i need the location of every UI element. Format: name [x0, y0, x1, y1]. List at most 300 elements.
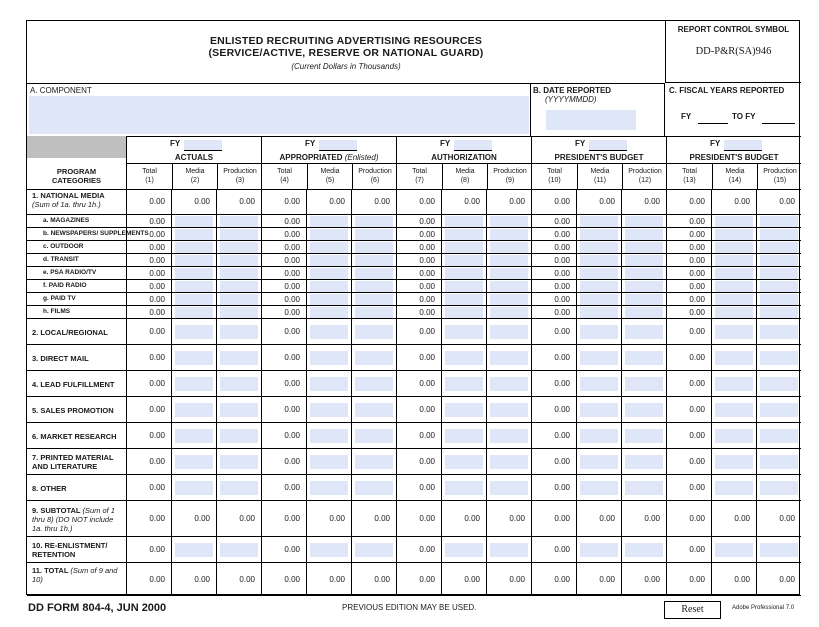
input-field[interactable]: [355, 543, 393, 557]
input-field[interactable]: [310, 229, 348, 240]
input-field[interactable]: [760, 481, 798, 495]
table-cell[interactable]: [621, 397, 666, 422]
table-cell[interactable]: [216, 215, 261, 227]
input-field[interactable]: [490, 307, 528, 318]
input-field[interactable]: [760, 429, 798, 443]
table-cell[interactable]: [711, 537, 756, 562]
input-field[interactable]: [220, 455, 258, 469]
table-cell[interactable]: [351, 241, 396, 253]
table-cell[interactable]: [351, 345, 396, 370]
input-field[interactable]: [310, 455, 348, 469]
input-field[interactable]: [490, 325, 528, 339]
table-cell[interactable]: [576, 241, 621, 253]
input-field[interactable]: [625, 294, 663, 305]
input-field[interactable]: [175, 543, 213, 557]
table-cell[interactable]: [306, 228, 351, 240]
table-cell[interactable]: [306, 215, 351, 227]
table-cell[interactable]: [306, 306, 351, 318]
input-field[interactable]: [490, 377, 528, 391]
table-cell[interactable]: [441, 319, 486, 344]
input-field[interactable]: [490, 351, 528, 365]
table-cell[interactable]: [171, 228, 216, 240]
table-cell[interactable]: [306, 319, 351, 344]
table-cell[interactable]: [351, 449, 396, 474]
group-fy-field[interactable]: [319, 140, 357, 151]
table-cell[interactable]: [351, 228, 396, 240]
input-field[interactable]: [715, 242, 753, 253]
input-field[interactable]: [490, 281, 528, 292]
input-field[interactable]: [490, 455, 528, 469]
table-cell[interactable]: [306, 371, 351, 396]
input-field[interactable]: [760, 543, 798, 557]
table-cell[interactable]: [711, 345, 756, 370]
input-field[interactable]: [445, 351, 483, 365]
table-cell[interactable]: [441, 475, 486, 500]
table-cell[interactable]: [216, 319, 261, 344]
input-field[interactable]: [715, 294, 753, 305]
table-cell[interactable]: [441, 293, 486, 305]
input-field[interactable]: [355, 255, 393, 266]
input-field[interactable]: [445, 325, 483, 339]
input-field[interactable]: [580, 543, 618, 557]
table-cell[interactable]: [351, 293, 396, 305]
table-cell[interactable]: [351, 319, 396, 344]
input-field[interactable]: [580, 242, 618, 253]
table-cell[interactable]: [711, 215, 756, 227]
date-reported-field[interactable]: [546, 110, 636, 130]
table-cell[interactable]: [486, 371, 531, 396]
table-cell[interactable]: [171, 319, 216, 344]
table-cell[interactable]: [621, 371, 666, 396]
input-field[interactable]: [175, 307, 213, 318]
table-cell[interactable]: [216, 449, 261, 474]
table-cell[interactable]: [306, 267, 351, 279]
table-cell[interactable]: [756, 319, 801, 344]
input-field[interactable]: [175, 455, 213, 469]
input-field[interactable]: [220, 255, 258, 266]
input-field[interactable]: [310, 403, 348, 417]
input-field[interactable]: [445, 281, 483, 292]
input-field[interactable]: [310, 281, 348, 292]
table-cell[interactable]: [486, 228, 531, 240]
input-field[interactable]: [625, 268, 663, 279]
table-cell[interactable]: [621, 449, 666, 474]
table-cell[interactable]: [441, 254, 486, 266]
input-field[interactable]: [490, 229, 528, 240]
input-field[interactable]: [355, 242, 393, 253]
input-field[interactable]: [580, 455, 618, 469]
table-cell[interactable]: [171, 537, 216, 562]
table-cell[interactable]: [171, 345, 216, 370]
input-field[interactable]: [220, 268, 258, 279]
table-cell[interactable]: [441, 345, 486, 370]
input-field[interactable]: [625, 307, 663, 318]
input-field[interactable]: [220, 229, 258, 240]
table-cell[interactable]: [576, 475, 621, 500]
table-cell[interactable]: [486, 241, 531, 253]
input-field[interactable]: [220, 351, 258, 365]
input-field[interactable]: [175, 377, 213, 391]
table-cell[interactable]: [216, 293, 261, 305]
input-field[interactable]: [175, 268, 213, 279]
input-field[interactable]: [445, 481, 483, 495]
table-cell[interactable]: [216, 537, 261, 562]
table-cell[interactable]: [486, 345, 531, 370]
table-cell[interactable]: [486, 215, 531, 227]
input-field[interactable]: [445, 377, 483, 391]
input-field[interactable]: [310, 255, 348, 266]
table-cell[interactable]: [306, 345, 351, 370]
fy-from-field[interactable]: [698, 123, 728, 124]
input-field[interactable]: [625, 455, 663, 469]
table-cell[interactable]: [486, 475, 531, 500]
input-field[interactable]: [580, 216, 618, 227]
table-cell[interactable]: [621, 306, 666, 318]
table-cell[interactable]: [351, 267, 396, 279]
input-field[interactable]: [175, 351, 213, 365]
input-field[interactable]: [760, 242, 798, 253]
table-cell[interactable]: [306, 537, 351, 562]
input-field[interactable]: [445, 294, 483, 305]
table-cell[interactable]: [171, 475, 216, 500]
table-cell[interactable]: [351, 254, 396, 266]
table-cell[interactable]: [306, 397, 351, 422]
input-field[interactable]: [715, 403, 753, 417]
table-cell[interactable]: [576, 293, 621, 305]
input-field[interactable]: [175, 325, 213, 339]
input-field[interactable]: [715, 281, 753, 292]
table-cell[interactable]: [216, 280, 261, 292]
table-cell[interactable]: [351, 397, 396, 422]
table-cell[interactable]: [711, 254, 756, 266]
input-field[interactable]: [715, 351, 753, 365]
input-field[interactable]: [445, 216, 483, 227]
table-cell[interactable]: [351, 215, 396, 227]
input-field[interactable]: [625, 255, 663, 266]
input-field[interactable]: [355, 429, 393, 443]
table-cell[interactable]: [621, 280, 666, 292]
table-cell[interactable]: [351, 306, 396, 318]
table-cell[interactable]: [756, 267, 801, 279]
table-cell[interactable]: [711, 397, 756, 422]
input-field[interactable]: [355, 216, 393, 227]
table-cell[interactable]: [171, 241, 216, 253]
input-field[interactable]: [580, 377, 618, 391]
input-field[interactable]: [490, 242, 528, 253]
table-cell[interactable]: [621, 267, 666, 279]
table-cell[interactable]: [171, 397, 216, 422]
table-cell[interactable]: [171, 254, 216, 266]
input-field[interactable]: [445, 242, 483, 253]
input-field[interactable]: [760, 229, 798, 240]
input-field[interactable]: [580, 268, 618, 279]
table-cell[interactable]: [441, 449, 486, 474]
table-cell[interactable]: [756, 280, 801, 292]
input-field[interactable]: [760, 325, 798, 339]
table-cell[interactable]: [711, 306, 756, 318]
table-cell[interactable]: [486, 280, 531, 292]
table-cell[interactable]: [306, 293, 351, 305]
input-field[interactable]: [355, 481, 393, 495]
table-cell[interactable]: [756, 241, 801, 253]
table-cell[interactable]: [216, 228, 261, 240]
input-field[interactable]: [445, 455, 483, 469]
input-field[interactable]: [580, 429, 618, 443]
table-cell[interactable]: [621, 319, 666, 344]
table-cell[interactable]: [171, 371, 216, 396]
input-field[interactable]: [760, 403, 798, 417]
input-field[interactable]: [760, 377, 798, 391]
table-cell[interactable]: [756, 537, 801, 562]
table-cell[interactable]: [621, 215, 666, 227]
input-field[interactable]: [715, 377, 753, 391]
table-cell[interactable]: [756, 293, 801, 305]
table-cell[interactable]: [576, 397, 621, 422]
table-cell[interactable]: [216, 306, 261, 318]
input-field[interactable]: [220, 377, 258, 391]
table-cell[interactable]: [756, 215, 801, 227]
input-field[interactable]: [715, 307, 753, 318]
table-cell[interactable]: [576, 423, 621, 448]
input-field[interactable]: [355, 268, 393, 279]
input-field[interactable]: [220, 281, 258, 292]
table-cell[interactable]: [711, 319, 756, 344]
table-cell[interactable]: [441, 215, 486, 227]
table-cell[interactable]: [171, 423, 216, 448]
table-cell[interactable]: [756, 449, 801, 474]
input-field[interactable]: [310, 268, 348, 279]
input-field[interactable]: [445, 543, 483, 557]
input-field[interactable]: [355, 403, 393, 417]
table-cell[interactable]: [216, 371, 261, 396]
input-field[interactable]: [220, 403, 258, 417]
input-field[interactable]: [175, 255, 213, 266]
table-cell[interactable]: [441, 423, 486, 448]
table-cell[interactable]: [621, 537, 666, 562]
table-cell[interactable]: [756, 423, 801, 448]
input-field[interactable]: [445, 307, 483, 318]
input-field[interactable]: [760, 281, 798, 292]
input-field[interactable]: [625, 229, 663, 240]
table-cell[interactable]: [576, 537, 621, 562]
table-cell[interactable]: [576, 319, 621, 344]
table-cell[interactable]: [486, 267, 531, 279]
input-field[interactable]: [310, 325, 348, 339]
table-cell[interactable]: [576, 228, 621, 240]
table-cell[interactable]: [756, 397, 801, 422]
input-field[interactable]: [625, 216, 663, 227]
table-cell[interactable]: [351, 280, 396, 292]
table-cell[interactable]: [756, 228, 801, 240]
input-field[interactable]: [580, 255, 618, 266]
table-cell[interactable]: [576, 306, 621, 318]
input-field[interactable]: [715, 325, 753, 339]
input-field[interactable]: [355, 229, 393, 240]
table-cell[interactable]: [216, 345, 261, 370]
input-field[interactable]: [445, 403, 483, 417]
input-field[interactable]: [715, 543, 753, 557]
input-field[interactable]: [715, 429, 753, 443]
input-field[interactable]: [355, 307, 393, 318]
input-field[interactable]: [220, 307, 258, 318]
input-field[interactable]: [625, 429, 663, 443]
input-field[interactable]: [760, 216, 798, 227]
table-cell[interactable]: [351, 537, 396, 562]
input-field[interactable]: [580, 281, 618, 292]
table-cell[interactable]: [711, 228, 756, 240]
input-field[interactable]: [490, 543, 528, 557]
input-field[interactable]: [220, 429, 258, 443]
input-field[interactable]: [625, 242, 663, 253]
table-cell[interactable]: [756, 371, 801, 396]
input-field[interactable]: [715, 268, 753, 279]
input-field[interactable]: [580, 351, 618, 365]
table-cell[interactable]: [486, 449, 531, 474]
input-field[interactable]: [310, 351, 348, 365]
input-field[interactable]: [445, 229, 483, 240]
table-cell[interactable]: [576, 449, 621, 474]
table-cell[interactable]: [621, 475, 666, 500]
input-field[interactable]: [625, 325, 663, 339]
input-field[interactable]: [355, 281, 393, 292]
input-field[interactable]: [310, 377, 348, 391]
table-cell[interactable]: [441, 306, 486, 318]
input-field[interactable]: [310, 481, 348, 495]
table-cell[interactable]: [711, 475, 756, 500]
input-field[interactable]: [310, 242, 348, 253]
input-field[interactable]: [490, 268, 528, 279]
input-field[interactable]: [220, 216, 258, 227]
input-field[interactable]: [760, 455, 798, 469]
input-field[interactable]: [715, 481, 753, 495]
table-cell[interactable]: [711, 241, 756, 253]
table-cell[interactable]: [171, 280, 216, 292]
input-field[interactable]: [760, 268, 798, 279]
table-cell[interactable]: [306, 475, 351, 500]
table-cell[interactable]: [486, 306, 531, 318]
input-field[interactable]: [580, 229, 618, 240]
input-field[interactable]: [580, 325, 618, 339]
component-field[interactable]: [29, 96, 529, 134]
input-field[interactable]: [310, 307, 348, 318]
table-cell[interactable]: [171, 293, 216, 305]
table-cell[interactable]: [171, 449, 216, 474]
table-cell[interactable]: [621, 293, 666, 305]
table-cell[interactable]: [216, 267, 261, 279]
input-field[interactable]: [715, 216, 753, 227]
table-cell[interactable]: [576, 267, 621, 279]
table-cell[interactable]: [621, 254, 666, 266]
input-field[interactable]: [310, 294, 348, 305]
table-cell[interactable]: [171, 267, 216, 279]
input-field[interactable]: [580, 307, 618, 318]
input-field[interactable]: [625, 481, 663, 495]
table-cell[interactable]: [711, 371, 756, 396]
input-field[interactable]: [580, 403, 618, 417]
input-field[interactable]: [445, 429, 483, 443]
input-field[interactable]: [490, 429, 528, 443]
table-cell[interactable]: [441, 537, 486, 562]
input-field[interactable]: [175, 281, 213, 292]
table-cell[interactable]: [216, 475, 261, 500]
input-field[interactable]: [310, 429, 348, 443]
input-field[interactable]: [175, 216, 213, 227]
input-field[interactable]: [715, 229, 753, 240]
table-cell[interactable]: [756, 254, 801, 266]
table-cell[interactable]: [576, 345, 621, 370]
input-field[interactable]: [580, 481, 618, 495]
table-cell[interactable]: [756, 475, 801, 500]
table-cell[interactable]: [441, 397, 486, 422]
table-cell[interactable]: [306, 241, 351, 253]
input-field[interactable]: [220, 325, 258, 339]
table-cell[interactable]: [711, 449, 756, 474]
table-cell[interactable]: [486, 293, 531, 305]
input-field[interactable]: [490, 255, 528, 266]
input-field[interactable]: [310, 543, 348, 557]
group-fy-field[interactable]: [589, 140, 627, 151]
table-cell[interactable]: [486, 423, 531, 448]
input-field[interactable]: [625, 351, 663, 365]
table-cell[interactable]: [171, 306, 216, 318]
input-field[interactable]: [715, 255, 753, 266]
input-field[interactable]: [310, 216, 348, 227]
reset-button[interactable]: Reset: [664, 601, 721, 619]
input-field[interactable]: [760, 307, 798, 318]
table-cell[interactable]: [711, 293, 756, 305]
table-cell[interactable]: [216, 397, 261, 422]
input-field[interactable]: [760, 351, 798, 365]
table-cell[interactable]: [486, 397, 531, 422]
table-cell[interactable]: [711, 423, 756, 448]
table-cell[interactable]: [576, 280, 621, 292]
table-cell[interactable]: [711, 280, 756, 292]
table-cell[interactable]: [306, 449, 351, 474]
table-cell[interactable]: [621, 423, 666, 448]
input-field[interactable]: [625, 377, 663, 391]
input-field[interactable]: [490, 481, 528, 495]
input-field[interactable]: [355, 377, 393, 391]
group-fy-field[interactable]: [454, 140, 492, 151]
input-field[interactable]: [355, 455, 393, 469]
input-field[interactable]: [625, 281, 663, 292]
input-field[interactable]: [220, 481, 258, 495]
input-field[interactable]: [175, 294, 213, 305]
input-field[interactable]: [175, 403, 213, 417]
table-cell[interactable]: [441, 228, 486, 240]
group-fy-field[interactable]: [724, 140, 762, 151]
table-cell[interactable]: [576, 371, 621, 396]
table-cell[interactable]: [171, 215, 216, 227]
input-field[interactable]: [220, 242, 258, 253]
input-field[interactable]: [175, 229, 213, 240]
input-field[interactable]: [355, 325, 393, 339]
input-field[interactable]: [175, 429, 213, 443]
input-field[interactable]: [760, 294, 798, 305]
input-field[interactable]: [220, 294, 258, 305]
table-cell[interactable]: [576, 254, 621, 266]
table-cell[interactable]: [351, 475, 396, 500]
input-field[interactable]: [490, 216, 528, 227]
table-cell[interactable]: [756, 345, 801, 370]
table-cell[interactable]: [441, 267, 486, 279]
table-cell[interactable]: [216, 254, 261, 266]
table-cell[interactable]: [441, 371, 486, 396]
input-field[interactable]: [175, 242, 213, 253]
fy-to-field[interactable]: [762, 123, 795, 124]
table-cell[interactable]: [486, 537, 531, 562]
table-cell[interactable]: [756, 306, 801, 318]
